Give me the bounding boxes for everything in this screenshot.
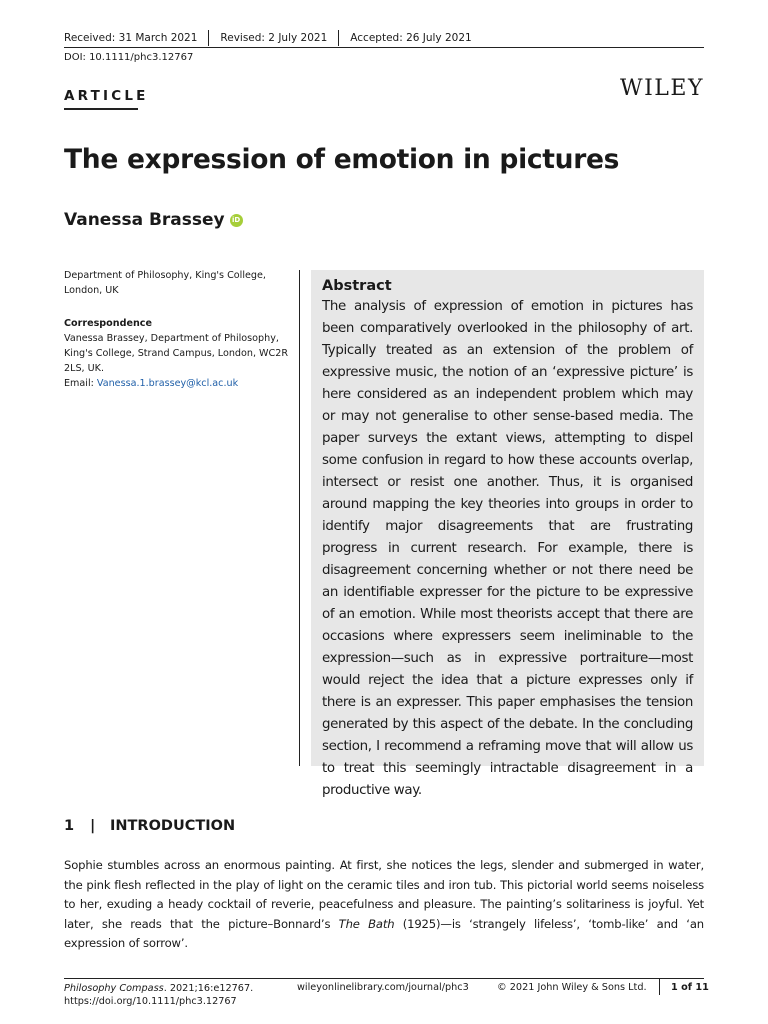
publication-dates <box>64 29 704 47</box>
email-link[interactable]: Vanessa.1.brassey@kcl.ac.uk <box>96 378 239 389</box>
correspondence-address: Vanessa Brassey, Department of Philosophy, King's College, Strand Campus, London, WC2R 2LS, UK. <box>64 333 289 374</box>
author-name[interactable]: Vanessa Brassey <box>64 210 225 230</box>
artwork-title: The Bath <box>338 916 395 931</box>
abstract-box <box>311 270 704 798</box>
section-number: 1 <box>64 818 75 834</box>
author-line <box>64 210 243 230</box>
citation-details: . 2021;16:e12767. <box>163 983 254 994</box>
footer-doi-link[interactable]: https://doi.org/10.1111/phc3.12767 <box>64 996 237 1007</box>
publisher-logo: WILEY <box>620 76 704 101</box>
footer-divider <box>659 979 660 995</box>
received-date: Received: 31 March 2021 <box>64 32 198 44</box>
body-paragraph <box>64 856 704 954</box>
email-label: Email: <box>64 378 97 389</box>
revised-date: Revised: 2 July 2021 <box>220 32 328 44</box>
copyright: © 2021 John Wiley & Sons Ltd. <box>497 982 647 993</box>
abstract-heading: Abstract <box>322 278 392 294</box>
footer-citation <box>64 982 253 1008</box>
section-heading <box>64 818 235 834</box>
doi[interactable]: DOI: 10.1111/phc3.12767 <box>64 52 194 63</box>
article-title: The expression of emotion in pictures <box>64 144 620 175</box>
date-divider <box>208 30 209 46</box>
paragraph-text: Sophie stumbles across an enormous painting. At first, she notices the legs, slender and submerged in water, the pink flesh reflected in the play of light on the ceramic tiles and iron tub. This pictorial world seems noiseless to her, exuding a heady cocktail of reverie, peacefulness and pleasure. The painting’s solitariness is joyful. Yet later, she reads that the picture–Bonnard’s <box>64 858 704 931</box>
accepted-date: Accepted: 26 July 2021 <box>350 32 472 44</box>
journal-name: Philosophy Compass <box>64 983 164 994</box>
section-title: INTRODUCTION <box>110 818 236 834</box>
affiliation: Department of Philosophy, King's College, London, UK <box>64 270 266 296</box>
abstract-text: The analysis of expression of emotion in pictures has been comparatively overlooked in the philosophy of art. Typically treated as an extension of the problem of expressive music, the notion of an ‘expressive picture’ is here considered as an independent problem which may or may not generalise to other sense-based media. The paper surveys the extant views, attempting to dispel some confusion in regard to how these accounts overlap, intersect or resist one another. Thus, it is organised around mapping the key theories into groups in order to identify major disagreements that are frustrating progress in current research. For example, there is disagreement concerning whether or not there need be an identifiable expresser for the picture to be expressive of an emotion. While most theorists accept that there are occasions where expressers seem ineliminable to the expression—such as in expressive portraiture—most would reject the idea that a picture expresses only if there is an expresser. This paper emphasises the tension generated by this aspect of the debate. In the concluding section, I recommend a reframing move that will allow us to treat this seemingly intractable disagreement in a productive way. <box>322 299 693 798</box>
email-line <box>64 376 292 391</box>
journal-website-link[interactable]: wileyonlinelibrary.com/journal/phc3 <box>297 982 469 993</box>
section-separator: | <box>90 818 96 834</box>
footer-rule <box>64 978 704 979</box>
correspondence-heading: Correspondence <box>64 318 152 329</box>
sidebar-divider <box>299 270 300 766</box>
paragraph-text-end: (1925)—is ‘strangely lifeless’, ‘tomb-like’ and ‘an expression of sorrow’. <box>64 916 704 950</box>
affiliation-sidebar <box>64 268 292 391</box>
orcid-icon[interactable]: iD <box>230 214 243 227</box>
article-label-underline <box>64 108 138 110</box>
article-type-label: ARTICLE <box>64 88 149 104</box>
date-divider <box>338 30 339 46</box>
page-number: 1 of 11 <box>671 982 709 993</box>
header-rule <box>64 47 704 48</box>
